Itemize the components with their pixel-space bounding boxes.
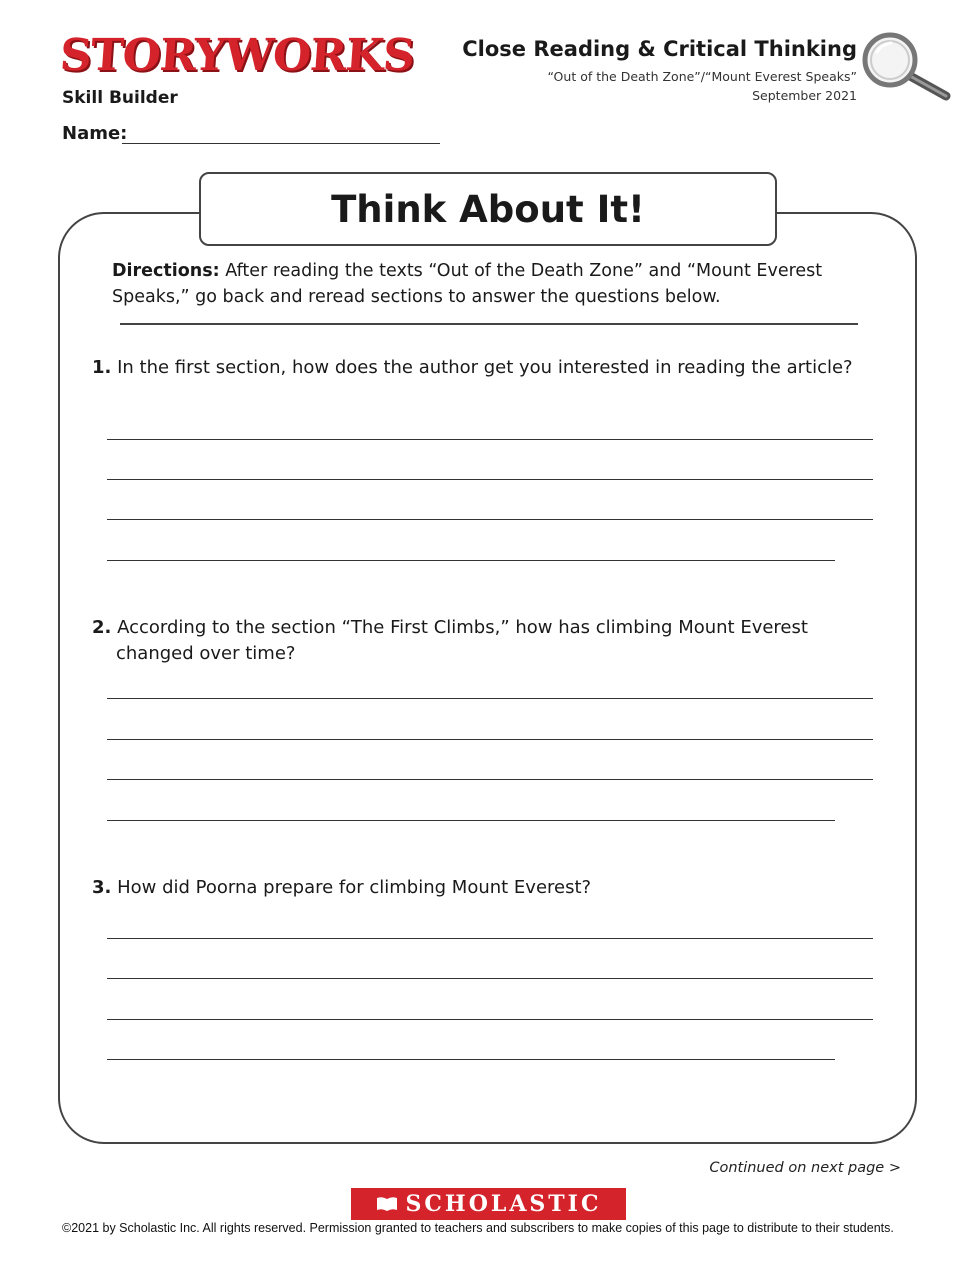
answer-line[interactable] — [107, 479, 873, 480]
answer-line[interactable] — [107, 560, 835, 561]
question-text: How did Poorna prepare for climbing Mount Everest? — [111, 877, 592, 898]
magnifying-glass-icon — [860, 32, 952, 102]
continued-note: Continued on next page > — [709, 1160, 901, 1176]
question-text: In the first section, how does the author get you interested in reading the article? — [111, 357, 853, 378]
answer-line[interactable] — [107, 1019, 873, 1020]
scholastic-logo — [351, 1188, 626, 1220]
answer-line[interactable] — [107, 439, 873, 440]
open-book-icon — [376, 1196, 398, 1212]
answer-line[interactable] — [107, 739, 873, 740]
answer-line[interactable] — [107, 938, 873, 939]
directions-text: After reading the texts “Out of the Death Zone” and “Mount Everest Speaks,” go back and reread sections to answer the questions below. — [112, 261, 823, 307]
directions-divider — [120, 323, 858, 325]
series-label: Skill Builder — [62, 88, 178, 108]
name-field[interactable] — [122, 143, 440, 144]
worksheet-title: Close Reading & Critical Thinking — [462, 37, 857, 61]
answer-line[interactable] — [107, 698, 873, 699]
publisher-name: SCHOLASTIC — [405, 1191, 602, 1217]
directions-label: Directions: — [112, 261, 220, 281]
question-3 — [92, 875, 886, 901]
question-number: 3. — [92, 877, 112, 898]
answer-line[interactable] — [107, 1059, 835, 1060]
worksheet-panel — [58, 212, 917, 1144]
question-2 — [92, 615, 886, 667]
copyright-notice: ©2021 by Scholastic Inc. All rights reserved. Permission granted to teachers and subscribers to make copies of this page to distribute to their students. — [62, 1221, 894, 1235]
worksheet-subtitle: “Out of the Death Zone”/“Mount Everest Speaks” — [547, 69, 857, 84]
question-1 — [92, 355, 886, 381]
answer-line[interactable] — [107, 978, 873, 979]
name-label: Name: — [62, 123, 128, 144]
question-number: 2. — [92, 617, 112, 638]
question-text: According to the section “The First Climbs,” how has climbing Mount Everest changed over time? — [111, 617, 808, 664]
storyworks-logo: STORYWORKS — [58, 30, 416, 81]
answer-line[interactable] — [107, 519, 873, 520]
answer-line[interactable] — [107, 779, 873, 780]
directions — [112, 258, 892, 310]
answer-line[interactable] — [107, 820, 835, 821]
worksheet-date: September 2021 — [752, 88, 857, 103]
banner-title: Think About It! — [199, 172, 777, 246]
question-number: 1. — [92, 357, 112, 378]
